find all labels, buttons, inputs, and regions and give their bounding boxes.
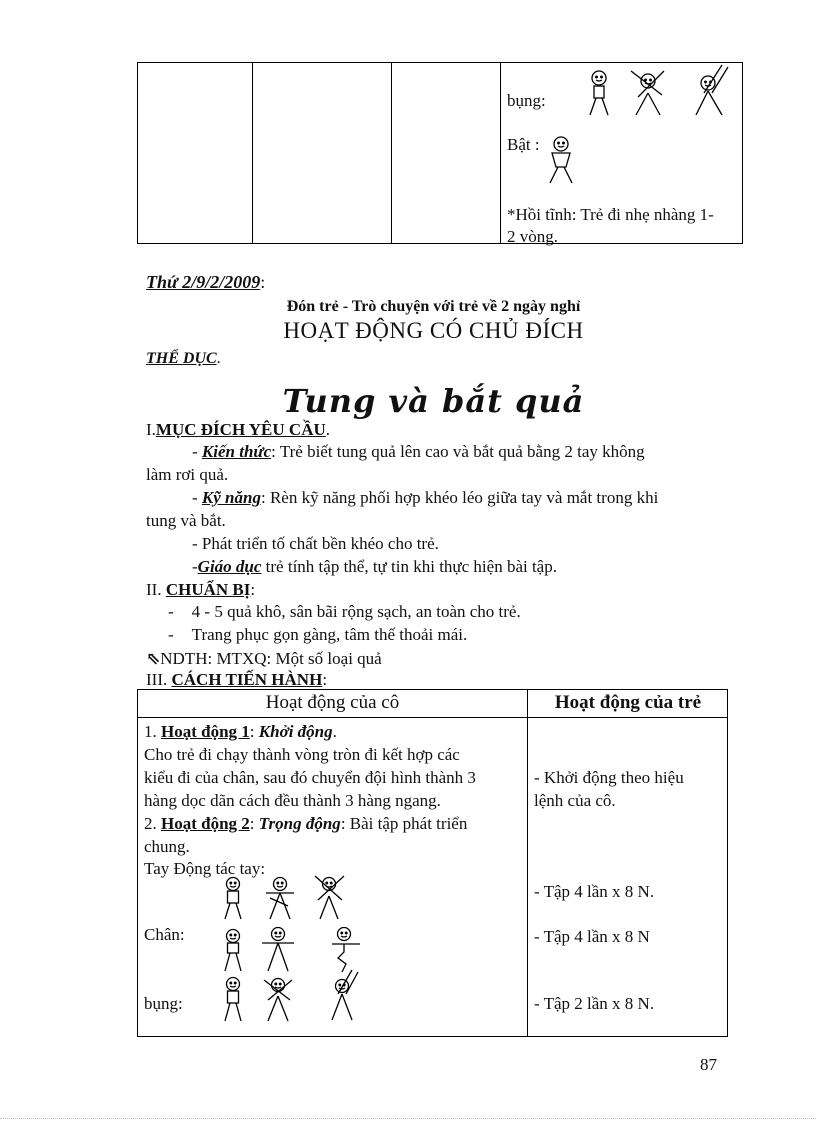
list-item-text: 4 - 5 quả khô, sân bãi rộng sạch, an toàn cho trẻ. bbox=[191, 602, 521, 621]
page-number: 87 bbox=[700, 1055, 717, 1074]
ndth-line bbox=[146, 647, 382, 670]
hd1-label: Hoạt động 1 bbox=[161, 722, 250, 741]
hd1-line bbox=[144, 720, 337, 743]
section-1-heading bbox=[146, 418, 330, 441]
subject-dot: . bbox=[216, 350, 221, 367]
phat-trien-line: - Phát triển tố chất bền khéo cho trẻ. bbox=[192, 534, 439, 553]
stick-figure-icon bbox=[628, 67, 668, 119]
section-2-heading bbox=[146, 578, 255, 601]
hd1-desc: kiểu đi của chân, sau đó chuyển đội hình thành 3 bbox=[144, 768, 476, 787]
section-1-dot: . bbox=[325, 420, 331, 439]
child-khoi-dong: - Khởi động theo hiệu bbox=[534, 768, 684, 787]
kien-thuc-line bbox=[192, 440, 645, 463]
subheading: Đón trẻ - Trò chuyện với trẻ về 2 ngày nghỉ bbox=[286, 298, 581, 315]
date-text: Thứ 2/9/2/2009 bbox=[146, 272, 261, 292]
column-divider bbox=[500, 63, 501, 243]
ky-nang-text: : Rèn kỹ năng phối hợp khéo léo giữa tay và mắt trong khi bbox=[260, 488, 659, 507]
activity-table bbox=[137, 689, 728, 1037]
stick-figure-icon bbox=[312, 874, 346, 922]
stick-figure-icon bbox=[692, 63, 732, 119]
header-teacher: Hoạt động của cô bbox=[265, 692, 400, 713]
top-bung-label: bụng: bbox=[507, 91, 546, 110]
section-3-number: III. bbox=[146, 670, 172, 689]
kien-thuc-dash: - bbox=[192, 442, 202, 461]
stick-figure-icon bbox=[328, 968, 360, 1024]
child-khoi-dong-cont: lệnh của cô. bbox=[534, 791, 616, 810]
list-bullet: - bbox=[168, 602, 174, 621]
hd2-colon: : bbox=[249, 814, 259, 833]
subject-text: THỂ DỤC bbox=[146, 350, 217, 367]
child-tay: - Tập 4 lần x 8 N. bbox=[534, 882, 655, 901]
bung-label: bụng: bbox=[144, 994, 183, 1013]
hd2-rest: : Bài tập phát triển bbox=[340, 814, 468, 833]
header-divider bbox=[138, 717, 727, 718]
list-bullet: - bbox=[168, 625, 174, 644]
giao-duc-text: trẻ tính tập thể, tự tin khi thực hiện bài tập. bbox=[261, 557, 557, 576]
hoi-tinh-text-cont: 2 vòng. bbox=[507, 227, 558, 246]
ky-nang-dash: - bbox=[192, 488, 202, 507]
hd1-dot: . bbox=[332, 722, 337, 741]
top-bat-label: Bật : bbox=[507, 135, 540, 154]
child-chan: - Tập 4 lần x 8 N bbox=[534, 927, 650, 946]
stick-figure-icon bbox=[264, 876, 296, 922]
section-3-heading bbox=[146, 668, 327, 691]
header-child: Hoạt động của trẻ bbox=[554, 692, 702, 713]
lesson-title: Tung và bắt quả bbox=[282, 382, 585, 420]
column-divider bbox=[391, 63, 392, 243]
stick-figure-icon bbox=[546, 135, 576, 187]
hd1-desc: Cho trẻ đi chạy thành vòng tròn đi kết hợp các bbox=[144, 745, 460, 764]
hd2-cont: chung. bbox=[144, 837, 190, 856]
kien-thuc-cont: làm rơi quả. bbox=[146, 465, 229, 484]
section-3-title: CÁCH TIẾN HÀNH bbox=[171, 670, 323, 689]
stick-figure-icon bbox=[222, 928, 244, 974]
hoi-tinh-text: *Hồi tĩnh: Trẻ đi nhẹ nhàng 1- bbox=[507, 205, 714, 224]
hd2-number: 2. bbox=[144, 814, 161, 833]
list-item-text: Trang phục gọn gàng, tâm thế thoải mái. bbox=[191, 625, 468, 644]
section-3-colon: : bbox=[322, 670, 328, 689]
page-divider bbox=[0, 1118, 816, 1119]
kien-thuc-label: Kiến thức bbox=[201, 442, 272, 461]
ndth-text: NDTH: MTXQ: Một số loại quả bbox=[160, 649, 382, 668]
kien-thuc-text: : Trẻ biết tung quả lên cao và bắt quả bằng 2 tay không bbox=[271, 442, 645, 461]
section-2-number: II. bbox=[146, 580, 166, 599]
hd2-line bbox=[144, 812, 467, 835]
list-item bbox=[168, 623, 467, 646]
date-line bbox=[146, 270, 265, 294]
column-divider bbox=[527, 690, 528, 1036]
giao-duc-label: Giáo dục bbox=[197, 557, 262, 576]
stick-figure-icon bbox=[260, 926, 296, 974]
hd1-name: Khởi động bbox=[258, 722, 333, 741]
chan-label: Chân: bbox=[144, 925, 185, 944]
hd1-desc: hàng dọc dãn cách đều thành 3 hàng ngang. bbox=[144, 791, 441, 810]
stick-figure-icon bbox=[222, 876, 244, 922]
main-heading: HOẠT ĐỘNG CÓ CHỦ ĐÍCH bbox=[283, 318, 584, 343]
stick-figure-icon bbox=[586, 69, 612, 119]
arrow-icon: ⇖ bbox=[146, 649, 161, 668]
column-divider bbox=[252, 63, 253, 243]
list-item bbox=[168, 600, 521, 623]
stick-figure-icon bbox=[328, 926, 362, 974]
tay-label: Tay Động tác tay: bbox=[144, 859, 266, 878]
ky-nang-label: Kỹ năng bbox=[201, 488, 261, 507]
section-1-number: I. bbox=[146, 420, 156, 439]
date-colon: : bbox=[260, 272, 266, 292]
giao-duc-line bbox=[192, 555, 557, 578]
hd1-number: 1. bbox=[144, 722, 161, 741]
stick-figure-icon bbox=[222, 976, 244, 1024]
child-bung: - Tập 2 lần x 8 N. bbox=[534, 994, 655, 1013]
giao-duc-dash: - bbox=[192, 557, 198, 576]
top-table bbox=[137, 62, 743, 244]
stick-figure-icon bbox=[262, 976, 294, 1024]
ky-nang-line bbox=[192, 486, 658, 509]
section-2-colon: : bbox=[250, 580, 256, 599]
section-2-title: CHUẨN BỊ bbox=[165, 580, 251, 599]
ky-nang-cont: tung và bắt. bbox=[146, 511, 226, 530]
hd2-name: Trọng động bbox=[258, 814, 341, 833]
hd1-colon: : bbox=[249, 722, 259, 741]
subject-line bbox=[146, 350, 221, 368]
section-1-title: MỤC ĐÍCH YÊU CẦU bbox=[155, 420, 326, 439]
hd2-label: Hoạt động 2 bbox=[161, 814, 250, 833]
